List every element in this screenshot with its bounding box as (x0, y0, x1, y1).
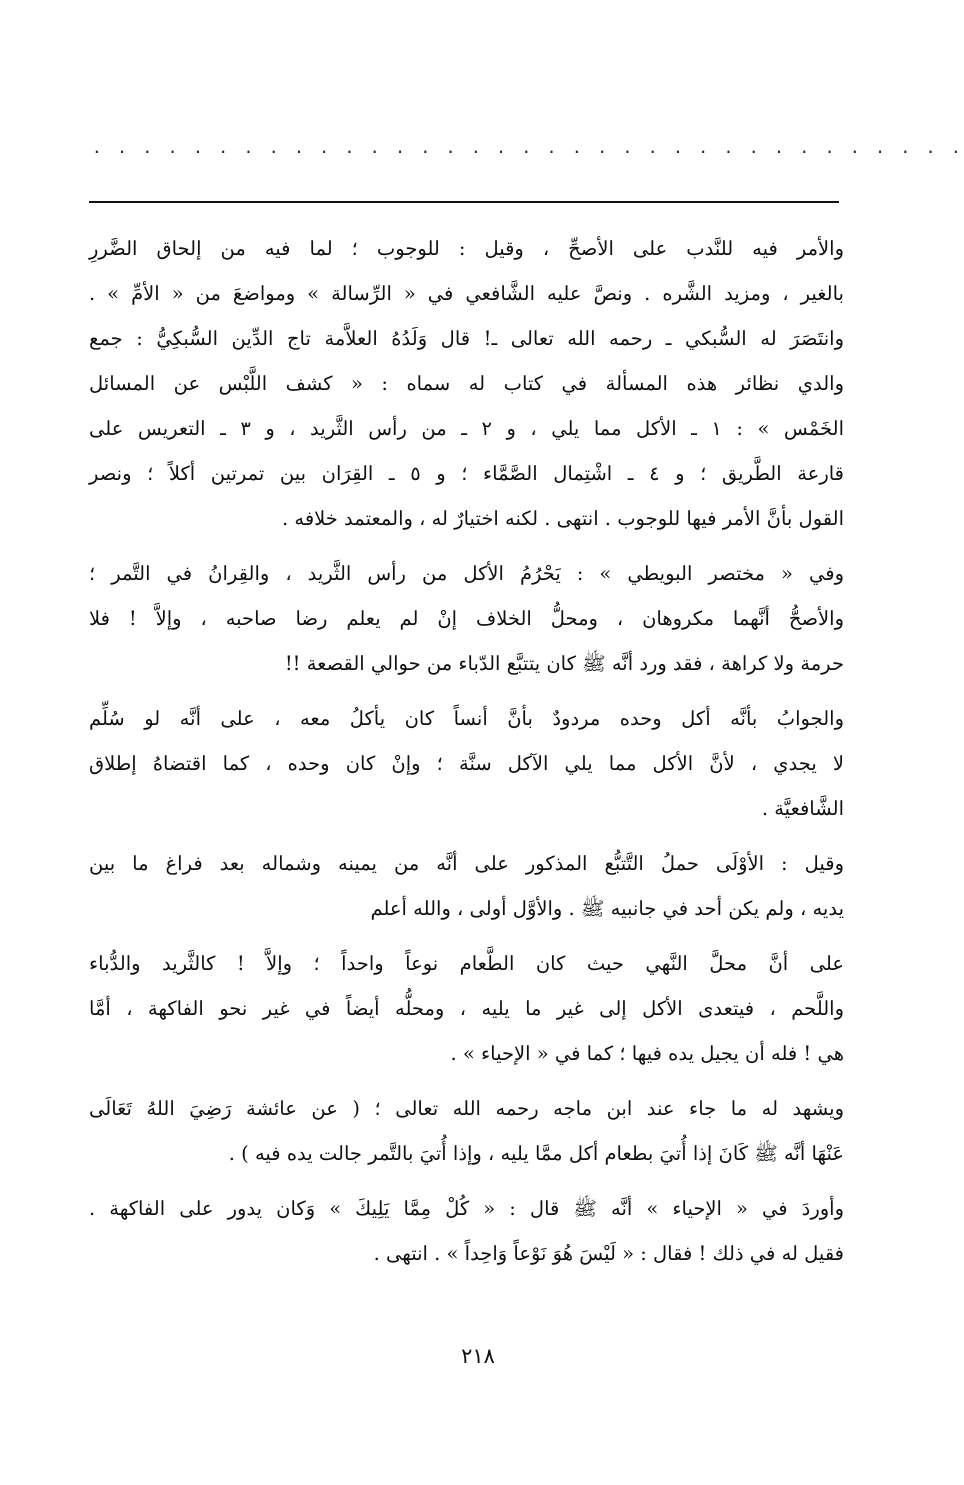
paragraph-3 (89, 696, 844, 831)
text-line: الشَّافعيَّة . (761, 797, 844, 820)
text-line: والجوابُ بأنَّه أكل وحده مردودٌ بأنَّ أنساً كان يأكلُ معه ، على أنَّه لو سُلِّم (89, 707, 844, 730)
paragraph-gap (89, 541, 844, 551)
text-line: لا يجدي ، لأنَّ الأكل مما يلي الآكل سنَّة ؛ وإنْ كان وحده ، كما اقتضاهُ إطلاق (89, 752, 844, 775)
paragraph-4 (89, 841, 844, 931)
page-number: ٢١٨ (461, 1344, 495, 1368)
text-line: والأصحُّ أنَّهما مكروهان ، ومحلُّ الخلاف إنْ لم يعلم رضا صاحبه ، وإلاَّ ! فلا (89, 607, 844, 630)
text-line: عَنْهَا أنَّه ﷺ كَانَ إذا أُتيَ بطعام أكل ممَّا يليه ، وإذا أُتيَ بالتَّمر جالت يده فيه ) . (228, 1142, 844, 1165)
text-line: بالغير ، ومزيد الشَّره . ونصَّ عليه الشَّافعي في « الرِّسالة » ومواضعَ من « الأمِّ » . (89, 282, 844, 305)
header-rule (89, 201, 839, 203)
text-line: وانتَصَرَ له السُّبكي ـ رحمه الله تعالى ـ! قال وَلَدُهُ العلاَّمة تاج الدِّين السُّبكِيُّ : جمع (89, 327, 844, 350)
paragraph-gap (89, 931, 844, 941)
paragraph-gap (89, 1176, 844, 1186)
text-line: على أنَّ محلَّ النَّهي حيث كان الطَّعام نوعاً واحداً ؛ وإلاَّ ! كالثَّريد والدُّباء (89, 952, 844, 975)
text-line: وقيل : الأوْلَى حملُ التَّتبُّع المذكور على أنَّه من يمينه وشماله بعد فراغ ما بين (89, 852, 844, 875)
paragraph-gap (89, 686, 844, 696)
paragraph-7 (89, 1186, 844, 1276)
paragraph-6 (89, 1086, 844, 1176)
paragraph-gap (89, 1076, 844, 1086)
text-line: يديه ، ولم يكن أحد في جانبيه ﷺ . والأوَّل أولى ، والله أعلم (370, 897, 844, 920)
text-line: حرمة ولا كراهة ، فقد ورد أنَّه ﷺ كان يتتبَّع الدّباء من حوالي القصعة !! (284, 652, 844, 675)
text-line: ويشهد له ما جاء عند ابن ماجه رحمه الله تعالى ؛ ( عن عائشة رَضِيَ اللهُ تَعَالَى (89, 1097, 844, 1120)
text-line: والدي نظائر هذه المسألة في كتاب له سماه : « كشف اللَّبْس عن المسائل (89, 372, 844, 395)
text-line: الخَمْس » : ١ ـ الأكل مما يلي ، و ٢ ـ من رأس الثَّريد ، و ٣ ـ التعريس على (89, 417, 844, 440)
text-line: والأمر فيه للنَّدب على الأصحِّ ، وقيل : للوجوب ؛ لما فيه من إلحاق الضَّررِ (89, 237, 844, 260)
paragraph-gap (89, 831, 844, 841)
header-dotted-line: . . . . . . . . . . . . . . . . . . . . . . . . . . . . . . . . . . . (92, 138, 964, 157)
paragraph-1 (89, 226, 844, 541)
text-line: وأوردَ في « الإحياء » أنَّه ﷺ قال : « كُلْ مِمَّا يَلِيكَ » وَكان يدور على الفاكهة . (89, 1197, 844, 1220)
text-line: فقيل له في ذلك ! فقال : « لَيْسَ هُوَ نَوْعاً وَاحِداً » . انتهى . (373, 1242, 844, 1265)
text-line: قارعة الطَّريق ؛ و ٤ ـ اشْتِمال الصَّمَّاء ؛ و ٥ ـ القِرَان بين تمرتين أكلاً ؛ ونصر (89, 462, 845, 485)
text-line: القول بأنَّ الأمر فيها للوجوب . انتهى . لكنه اختيارٌ له ، والمعتمد خلافه . (282, 507, 844, 530)
text-line: هي ! فله أن يجيل يده فيها ؛ كما في « الإحياء » . (450, 1042, 844, 1065)
paragraph-5 (89, 941, 844, 1076)
text-line: واللَّحم ، فيتعدى الأكل إلى غير ما يليه ، ومحلُّه أيضاً في غير نحو الفاكهة ، أمَّا (89, 997, 844, 1020)
text-line: وفي « مختصر البويطي » : يَحْرُمُ الأكل من رأس الثَّريد ، والقِرانُ في التَّمر ؛ (89, 562, 844, 585)
page-body (89, 226, 844, 1276)
paragraph-2 (89, 551, 844, 686)
